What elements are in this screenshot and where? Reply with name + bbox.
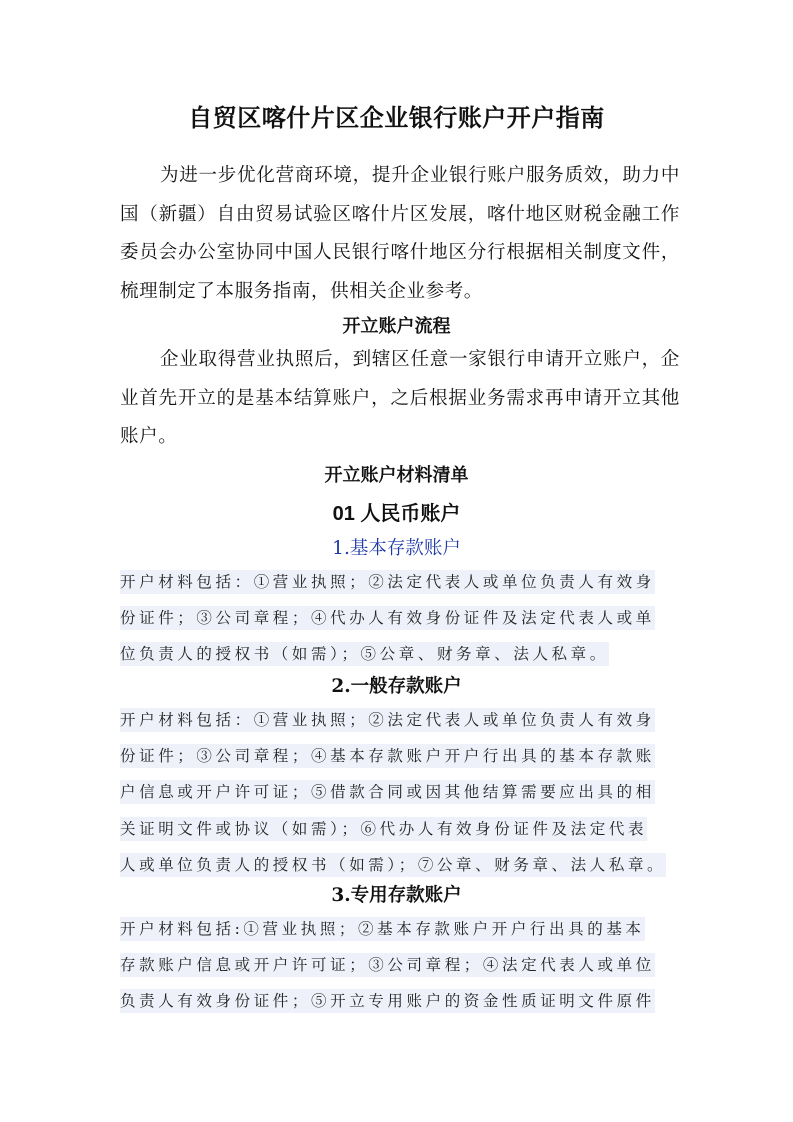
materials-heading: 开立账户材料清单	[324, 465, 469, 486]
section-heading-rmb: 01 人民币账户	[332, 503, 461, 525]
materials-line: 份证件；③公司章程；④基本存款账户开户行出具的基本存款账	[120, 744, 655, 768]
item-heading-general-account: 2.一般存款账户	[331, 676, 462, 697]
special-account-materials	[120, 911, 675, 1020]
materials-line: 开户材料包括：①营业执照；②法定代表人或单位负责人有效身	[120, 570, 655, 594]
materials-line: 开户材料包括：①营业执照；②法定代表人或单位负责人有效身	[120, 708, 655, 732]
item-heading-special-account: 3.专用存款账户	[331, 885, 462, 906]
process-paragraph: 企业取得营业执照后，到辖区任意一家银行申请开立账户，企业首先开立的是基本结算账户，之后根据业务需求再申请开立其他账户。	[120, 349, 680, 448]
materials-line: 存款账户信息或开户许可证；③公司章程；④法定代表人或单位	[120, 953, 655, 977]
item-heading-basic-account: 1.基本存款账户	[332, 538, 461, 559]
materials-line: 份证件；③公司章程；④代办人有效身份证件及法定代表人或单	[120, 606, 655, 630]
materials-line: 户信息或开户许可证；⑤借款合同或因其他结算需要应出具的相	[120, 780, 655, 804]
intro-paragraph: 为进一步优化营商环境，提升企业银行账户服务质效，助力中国（新疆）自由贸易试验区喀什片区发展，喀什地区财税金融工作委员会办公室协同中国人民银行喀什地区分行根据相关制度文件，梳理制定了本服务指南，供相关企业参考。	[120, 165, 680, 302]
materials-line: 负责人有效身份证件；⑤开立专用账户的资金性质证明文件原件	[120, 989, 655, 1013]
materials-line: 位负责人的授权书（如需）；⑤公章、财务章、法人私章。	[120, 642, 609, 666]
general-account-materials	[120, 702, 675, 883]
materials-line: 开户材料包括:①营业执照；②基本存款账户开户行出具的基本	[120, 917, 645, 941]
materials-line: 关证明文件或协议（如需）；⑥代办人有效身份证件及法定代表	[120, 817, 647, 841]
basic-account-materials	[120, 564, 675, 673]
document-title: 自贸区喀什片区企业银行账户开户指南	[188, 104, 605, 132]
process-heading: 开立账户流程	[342, 316, 451, 337]
materials-line: 人或单位负责人的授权书（如需）；⑦公章、财务章、法人私章。	[120, 853, 666, 877]
